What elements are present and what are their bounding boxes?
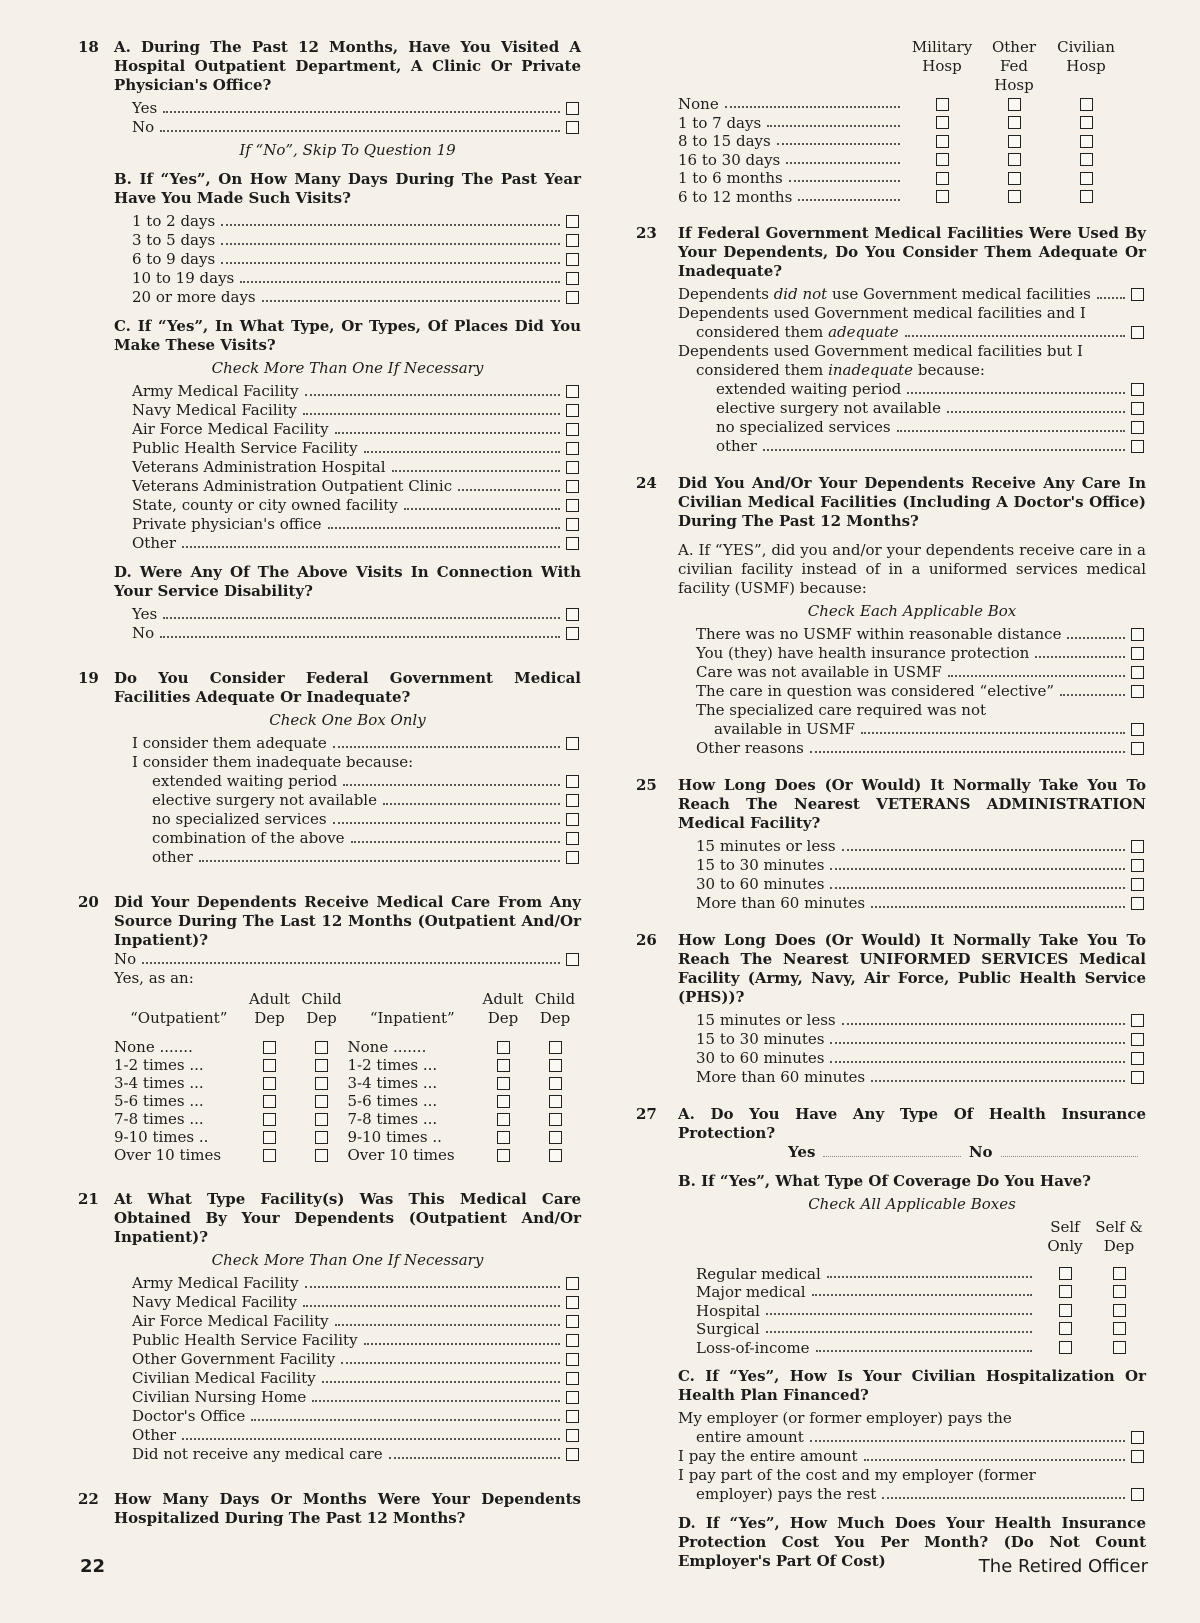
checkbox[interactable] bbox=[566, 1315, 579, 1328]
checkbox[interactable] bbox=[1131, 1071, 1144, 1084]
checkbox[interactable] bbox=[1080, 135, 1093, 148]
option-row: considered them adequate bbox=[678, 323, 1146, 342]
grid-row: 9-10 times .. bbox=[348, 1128, 582, 1146]
option-row: 15 minutes or less bbox=[696, 1011, 1146, 1030]
checkbox[interactable] bbox=[1131, 402, 1144, 415]
question-number: 20 bbox=[78, 893, 99, 911]
option-row: Veterans Administration Outpatient Clinic bbox=[132, 477, 581, 496]
option-row: Care was not available in USMF bbox=[696, 663, 1146, 682]
grid-row: Regular medical bbox=[678, 1264, 1146, 1283]
option-row: Dependents did not use Government medical facilities bbox=[678, 285, 1146, 304]
checkbox[interactable] bbox=[1131, 723, 1144, 736]
question-24 bbox=[636, 474, 1146, 758]
option-row: 6 to 9 days bbox=[132, 250, 581, 269]
question-number: 23 bbox=[636, 224, 657, 242]
grid-heading: “Inpatient” bbox=[369, 1009, 455, 1027]
option-line: The specialized care required was not bbox=[696, 701, 987, 719]
question-25 bbox=[636, 776, 1146, 913]
option-row: Public Health Service Facility bbox=[132, 439, 581, 458]
option-row: 15 to 30 minutes bbox=[696, 856, 1146, 875]
question-21 bbox=[78, 1190, 581, 1464]
option-row: Doctor's Office bbox=[132, 1407, 581, 1426]
subquestion-title: D. Were Any Of The Above Visits In Connection With Your Service Disability? bbox=[114, 563, 581, 600]
option-row: 15 minutes or less bbox=[696, 837, 1146, 856]
option-row: 1 to 2 days bbox=[132, 212, 581, 231]
checkbox[interactable] bbox=[1131, 1052, 1144, 1065]
option-row: Army Medical Facility bbox=[132, 1274, 581, 1293]
checkbox[interactable] bbox=[1131, 685, 1144, 698]
option-row: extended waiting period bbox=[152, 772, 581, 791]
grid-row: 3-4 times ... bbox=[114, 1074, 348, 1092]
checkbox[interactable] bbox=[315, 1077, 328, 1090]
subquestion-title: C. If “Yes”, In What Type, Or Types, Of Places Did You Make These Visits? bbox=[114, 317, 581, 354]
checkbox[interactable] bbox=[1131, 628, 1144, 641]
grid-row: None ....... bbox=[348, 1038, 582, 1056]
checkbox[interactable] bbox=[1113, 1267, 1126, 1280]
checkbox[interactable] bbox=[566, 608, 579, 621]
grid-row: 1 to 7 days bbox=[678, 114, 1146, 133]
question-27 bbox=[636, 1105, 1146, 1571]
option-row: extended waiting period bbox=[716, 380, 1146, 399]
checkbox[interactable] bbox=[566, 832, 579, 845]
checkbox[interactable] bbox=[1131, 1014, 1144, 1027]
column-child: Child Dep bbox=[534, 990, 576, 1027]
question-number: 19 bbox=[78, 669, 99, 687]
checkbox[interactable] bbox=[566, 775, 579, 788]
option-row: 10 to 19 days bbox=[132, 269, 581, 288]
checkbox[interactable] bbox=[566, 442, 579, 455]
subquestion-title: B. If “Yes”, On How Many Days During The Past Year Have You Made Such Visits? bbox=[114, 170, 581, 207]
checkbox[interactable] bbox=[566, 121, 579, 134]
checkbox[interactable] bbox=[566, 461, 579, 474]
option-row: combination of the above bbox=[152, 829, 581, 848]
checkbox[interactable] bbox=[497, 1149, 510, 1162]
checkbox[interactable] bbox=[1008, 190, 1021, 203]
checkbox[interactable] bbox=[566, 291, 579, 304]
option-row: Air Force Medical Facility bbox=[132, 420, 581, 439]
checkbox[interactable] bbox=[315, 1059, 328, 1072]
checkbox[interactable] bbox=[1131, 742, 1144, 755]
checkbox[interactable] bbox=[315, 1095, 328, 1108]
question-23 bbox=[636, 224, 1146, 456]
option-row: Did not receive any medical care bbox=[132, 1445, 581, 1464]
yes-no-row bbox=[678, 1143, 1146, 1162]
grid-row: 8 to 15 days bbox=[678, 132, 1146, 151]
checkbox[interactable] bbox=[263, 1095, 276, 1108]
checkbox[interactable] bbox=[1131, 421, 1144, 434]
checkbox[interactable] bbox=[1059, 1322, 1072, 1335]
checkbox[interactable] bbox=[1080, 153, 1093, 166]
hospitalization-grid bbox=[636, 38, 1146, 206]
option-row: 20 or more days bbox=[132, 288, 581, 307]
checkbox[interactable] bbox=[1113, 1341, 1126, 1354]
checkbox[interactable] bbox=[1131, 897, 1144, 910]
checkbox[interactable] bbox=[263, 1131, 276, 1144]
question-title: A. Do You Have Any Type Of Health Insurance Protection? bbox=[678, 1105, 1146, 1142]
checkbox[interactable] bbox=[1131, 840, 1144, 853]
grid-row: 7-8 times ... bbox=[114, 1110, 348, 1128]
question-number: 21 bbox=[78, 1190, 99, 1208]
question-number: 22 bbox=[78, 1490, 99, 1508]
checkbox[interactable] bbox=[1008, 135, 1021, 148]
grid-row: 5-6 times ... bbox=[348, 1092, 582, 1110]
option-row: I consider them inadequate because: bbox=[132, 753, 414, 771]
question-number: 26 bbox=[636, 931, 657, 949]
checkbox[interactable] bbox=[1008, 153, 1021, 166]
checkbox[interactable] bbox=[1131, 1488, 1144, 1501]
checkbox[interactable] bbox=[1059, 1341, 1072, 1354]
grid-row: Loss-of-income bbox=[678, 1338, 1146, 1357]
checkbox[interactable] bbox=[1131, 647, 1144, 660]
option-row: 30 to 60 minutes bbox=[696, 875, 1146, 894]
subquestion-text: A. If “YES”, did you and/or your dependents receive care in a civilian facility instead of in a uniformed services medical facility (USMF) because: bbox=[678, 541, 1146, 597]
column-adult: Adult Dep bbox=[482, 990, 524, 1027]
option-row: Civilian Nursing Home bbox=[132, 1388, 581, 1407]
option-row: employer) pays the rest bbox=[678, 1485, 1146, 1504]
option-row: Civilian Medical Facility bbox=[132, 1369, 581, 1388]
checkbox[interactable] bbox=[566, 1410, 579, 1423]
checkbox[interactable] bbox=[549, 1113, 562, 1126]
question-title: Did You And/Or Your Dependents Receive Any Care In Civilian Medical Facilities (Including A Doctor's Office) During The Past 12 Months? bbox=[678, 474, 1146, 530]
grid-row: Hospital bbox=[678, 1301, 1146, 1320]
checkbox[interactable] bbox=[566, 1448, 579, 1461]
checkbox[interactable] bbox=[549, 1041, 562, 1054]
checkbox[interactable] bbox=[1008, 98, 1021, 111]
checkbox[interactable] bbox=[1131, 383, 1144, 396]
grid-row: Over 10 times bbox=[348, 1146, 582, 1164]
checkbox[interactable] bbox=[549, 1095, 562, 1108]
grid-row: Major medical bbox=[678, 1283, 1146, 1302]
coverage-grid bbox=[678, 1218, 1146, 1357]
grid-row: None bbox=[678, 95, 1146, 114]
option-line: I pay part of the cost and my employer (former bbox=[678, 1465, 1036, 1484]
no-label[interactable]: No bbox=[968, 1143, 993, 1161]
option-row: Navy Medical Facility bbox=[132, 1293, 581, 1312]
subquestion-title: C. If “Yes”, How Is Your Civilian Hospitalization Or Health Plan Financed? bbox=[678, 1366, 1146, 1404]
checkbox[interactable] bbox=[315, 1149, 328, 1162]
instruction: Check One Box Only bbox=[269, 711, 426, 729]
grid-row: 1-2 times ... bbox=[114, 1056, 348, 1074]
checkbox[interactable] bbox=[315, 1041, 328, 1054]
question-title: Did Your Dependents Receive Medical Care From Any Source During The Last 12 Months (Outpatient And/Or Inpatient)? bbox=[114, 893, 581, 949]
checkbox[interactable] bbox=[549, 1059, 562, 1072]
checkbox[interactable] bbox=[566, 1391, 579, 1404]
column-self-only: Self Only bbox=[1047, 1218, 1083, 1255]
checkbox[interactable] bbox=[1131, 878, 1144, 891]
option-row: 30 to 60 minutes bbox=[696, 1049, 1146, 1068]
checkbox[interactable] bbox=[1080, 172, 1093, 185]
instruction: Check More Than One If Necessary bbox=[211, 359, 484, 377]
grid-row: 7-8 times ... bbox=[348, 1110, 582, 1128]
question-title: How Long Does (Or Would) It Normally Take You To Reach The Nearest UNIFORMED SERVICES Medical Facility (Army, Navy, Air Force, Public Health Service (PHS))? bbox=[678, 931, 1146, 1006]
checkbox[interactable] bbox=[566, 253, 579, 266]
column-civilian: Civilian Hosp bbox=[1057, 38, 1115, 75]
option-row: Yes bbox=[132, 605, 581, 624]
checkbox[interactable] bbox=[566, 518, 579, 531]
option-row: No bbox=[132, 624, 581, 643]
question-number: 27 bbox=[636, 1105, 657, 1123]
grid-row: 1 to 6 months bbox=[678, 169, 1146, 188]
checkbox[interactable] bbox=[566, 499, 579, 512]
checkbox[interactable] bbox=[566, 627, 579, 640]
option-row: Navy Medical Facility bbox=[132, 401, 581, 420]
checkbox[interactable] bbox=[1131, 440, 1144, 453]
skip-instruction: If “No”, Skip To Question 19 bbox=[239, 141, 456, 159]
option-row: Other reasons bbox=[696, 739, 1146, 758]
question-19 bbox=[78, 669, 581, 867]
question-title: If Federal Government Medical Facilities Were Used By Your Dependents, Do You Consider Them Adequate Or Inadequate? bbox=[678, 224, 1146, 280]
subquestion-title: D. If “Yes”, How Much Does Your Health Insurance Protection Cost You Per Month? (Do Not Count Employer's Part Of Cost) bbox=[678, 1513, 1146, 1570]
checkbox[interactable] bbox=[1113, 1304, 1126, 1317]
magazine-name: The Retired Officer bbox=[978, 1556, 1148, 1577]
checkbox[interactable] bbox=[566, 215, 579, 228]
column-other-fed: Other Fed Hosp bbox=[991, 38, 1037, 94]
checkbox[interactable] bbox=[263, 1149, 276, 1162]
column-child: Child Dep bbox=[301, 990, 342, 1027]
checkbox[interactable] bbox=[263, 1113, 276, 1126]
checkbox[interactable] bbox=[566, 234, 579, 247]
checkbox[interactable] bbox=[315, 1113, 328, 1126]
checkbox[interactable] bbox=[549, 1077, 562, 1090]
checkbox[interactable] bbox=[936, 98, 949, 111]
checkbox[interactable] bbox=[497, 1131, 510, 1144]
checkbox[interactable] bbox=[549, 1149, 562, 1162]
checkbox[interactable] bbox=[936, 190, 949, 203]
question-20 bbox=[78, 893, 581, 1164]
checkbox[interactable] bbox=[1080, 98, 1093, 111]
checkbox[interactable] bbox=[1080, 190, 1093, 203]
grid-row: None ....... bbox=[114, 1038, 348, 1056]
option-row: No bbox=[114, 950, 581, 969]
option-row: elective surgery not available bbox=[152, 791, 581, 810]
checkbox[interactable] bbox=[566, 423, 579, 436]
question-number: 18 bbox=[78, 38, 99, 56]
column-adult: Adult Dep bbox=[249, 990, 290, 1027]
yes-label[interactable]: Yes bbox=[788, 1143, 816, 1161]
checkbox[interactable] bbox=[566, 1334, 579, 1347]
grid-row: Over 10 times bbox=[114, 1146, 348, 1164]
grid-row: 3-4 times ... bbox=[348, 1074, 582, 1092]
option-row: elective surgery not available bbox=[716, 399, 1146, 418]
question-title: How Many Days Or Months Were Your Dependents Hospitalized During The Past 12 Months? bbox=[114, 1490, 581, 1527]
option-line: Dependents used Government medical facilities but I bbox=[678, 342, 1083, 360]
option-row: No bbox=[132, 118, 581, 137]
instruction: Check More Than One If Necessary bbox=[211, 1251, 484, 1269]
checkbox[interactable] bbox=[1059, 1267, 1072, 1280]
question-26 bbox=[636, 931, 1146, 1087]
inpatient-grid bbox=[348, 990, 582, 1164]
question-title: A. During The Past 12 Months, Have You Visited A Hospital Outpatient Department, A Clinic Or Private Physician's Office? bbox=[114, 38, 581, 94]
checkbox[interactable] bbox=[566, 813, 579, 826]
option-row: available in USMF bbox=[696, 720, 1146, 739]
question-number: 25 bbox=[636, 776, 657, 794]
checkbox[interactable] bbox=[566, 737, 579, 750]
column-self-dep: Self & Dep bbox=[1095, 1218, 1143, 1255]
left-column bbox=[78, 38, 581, 1528]
option-row: other bbox=[716, 437, 1146, 456]
checkbox[interactable] bbox=[1131, 326, 1144, 339]
checkbox[interactable] bbox=[1059, 1285, 1072, 1298]
checkbox[interactable] bbox=[566, 953, 579, 966]
checkbox[interactable] bbox=[1080, 116, 1093, 129]
option-row: Other Government Facility bbox=[132, 1350, 581, 1369]
grid-heading: “Outpatient” bbox=[130, 1009, 228, 1027]
question-22 bbox=[78, 1490, 581, 1528]
option-row: 3 to 5 days bbox=[132, 231, 581, 250]
option-row: entire amount bbox=[678, 1428, 1146, 1447]
option-row: There was no USMF within reasonable distance bbox=[696, 625, 1146, 644]
checkbox[interactable] bbox=[936, 116, 949, 129]
option-line: Dependents used Government medical facilities and I bbox=[678, 304, 1086, 322]
checkbox[interactable] bbox=[263, 1041, 276, 1054]
checkbox[interactable] bbox=[1008, 116, 1021, 129]
yes-as-label: Yes, as an: bbox=[114, 969, 194, 987]
subquestion-title: B. If “Yes”, What Type Of Coverage Do You Have? bbox=[678, 1172, 1091, 1190]
checkbox[interactable] bbox=[497, 1077, 510, 1090]
option-row: State, county or city owned facility bbox=[132, 496, 581, 515]
checkbox[interactable] bbox=[497, 1059, 510, 1072]
checkbox[interactable] bbox=[1113, 1322, 1126, 1335]
outpatient-grid bbox=[114, 990, 348, 1164]
question-title: At What Type Facility(s) Was This Medical Care Obtained By Your Dependents (Outpatient And/Or Inpatient)? bbox=[114, 1190, 581, 1246]
checkbox[interactable] bbox=[566, 1353, 579, 1366]
checkbox[interactable] bbox=[497, 1113, 510, 1126]
checkbox[interactable] bbox=[566, 102, 579, 115]
grid-row: 1-2 times ... bbox=[348, 1056, 582, 1074]
question-number: 24 bbox=[636, 474, 657, 492]
option-row: Private physician's office bbox=[132, 515, 581, 534]
checkbox[interactable] bbox=[263, 1059, 276, 1072]
option-row: Other bbox=[132, 534, 581, 553]
option-row: 15 to 30 minutes bbox=[696, 1030, 1146, 1049]
option-row: Veterans Administration Hospital bbox=[132, 458, 581, 477]
option-row: other bbox=[152, 848, 581, 867]
checkbox[interactable] bbox=[566, 385, 579, 398]
option-line: My employer (or former employer) pays the bbox=[678, 1408, 1012, 1427]
checkbox[interactable] bbox=[566, 1277, 579, 1290]
grid-row: Surgical bbox=[678, 1320, 1146, 1339]
option-row: no specialized services bbox=[716, 418, 1146, 437]
checkbox[interactable] bbox=[936, 172, 949, 185]
option-row: More than 60 minutes bbox=[696, 1068, 1146, 1087]
option-row: Army Medical Facility bbox=[132, 382, 581, 401]
option-row: no specialized services bbox=[152, 810, 581, 829]
checkbox[interactable] bbox=[1131, 1033, 1144, 1046]
checkbox[interactable] bbox=[566, 1429, 579, 1442]
checkbox[interactable] bbox=[936, 135, 949, 148]
option-row: I consider them adequate bbox=[132, 734, 581, 753]
option-row: Air Force Medical Facility bbox=[132, 1312, 581, 1331]
option-row: Public Health Service Facility bbox=[132, 1331, 581, 1350]
checkbox[interactable] bbox=[1131, 288, 1144, 301]
checkbox[interactable] bbox=[1113, 1285, 1126, 1298]
checkbox[interactable] bbox=[1131, 859, 1144, 872]
checkbox[interactable] bbox=[1131, 666, 1144, 679]
question-title: How Long Does (Or Would) It Normally Take You To Reach The Nearest VETERANS ADMINISTRATION Medical Facility? bbox=[678, 776, 1146, 832]
checkbox[interactable] bbox=[566, 272, 579, 285]
option-row: Other bbox=[132, 1426, 581, 1445]
checkbox[interactable] bbox=[549, 1131, 562, 1144]
checkbox[interactable] bbox=[566, 404, 579, 417]
checkbox[interactable] bbox=[566, 1296, 579, 1309]
checkbox[interactable] bbox=[263, 1077, 276, 1090]
option-row: Yes bbox=[132, 99, 581, 118]
checkbox[interactable] bbox=[1059, 1304, 1072, 1317]
checkbox[interactable] bbox=[566, 537, 579, 550]
checkbox[interactable] bbox=[566, 794, 579, 807]
option-row: I pay the entire amount bbox=[678, 1447, 1146, 1466]
option-row: You (they) have health insurance protection bbox=[696, 644, 1146, 663]
checkbox[interactable] bbox=[1131, 1431, 1144, 1444]
checkbox[interactable] bbox=[497, 1041, 510, 1054]
question-18 bbox=[78, 38, 581, 643]
column-military: Military Hosp bbox=[911, 38, 973, 75]
checkbox[interactable] bbox=[936, 153, 949, 166]
instruction: Check Each Applicable Box bbox=[807, 602, 1017, 620]
grid-row: 9-10 times .. bbox=[114, 1128, 348, 1146]
checkbox[interactable] bbox=[566, 851, 579, 864]
question-title: Do You Consider Federal Government Medical Facilities Adequate Or Inadequate? bbox=[114, 669, 581, 706]
checkbox[interactable] bbox=[497, 1095, 510, 1108]
checkbox[interactable] bbox=[566, 480, 579, 493]
option-row: More than 60 minutes bbox=[696, 894, 1146, 913]
checkbox[interactable] bbox=[1008, 172, 1021, 185]
right-column bbox=[636, 38, 1146, 1571]
grid-row: 5-6 times ... bbox=[114, 1092, 348, 1110]
page-number: 22 bbox=[80, 1556, 106, 1577]
grid-row: 6 to 12 months bbox=[678, 188, 1146, 207]
grid-row: 16 to 30 days bbox=[678, 151, 1146, 170]
checkbox[interactable] bbox=[315, 1131, 328, 1144]
option-row: considered them inadequate because: bbox=[696, 361, 985, 379]
instruction: Check All Applicable Boxes bbox=[808, 1195, 1016, 1213]
checkbox[interactable] bbox=[1131, 1450, 1144, 1463]
option-row: The care in question was considered “elective” bbox=[696, 682, 1146, 701]
checkbox[interactable] bbox=[566, 1372, 579, 1385]
